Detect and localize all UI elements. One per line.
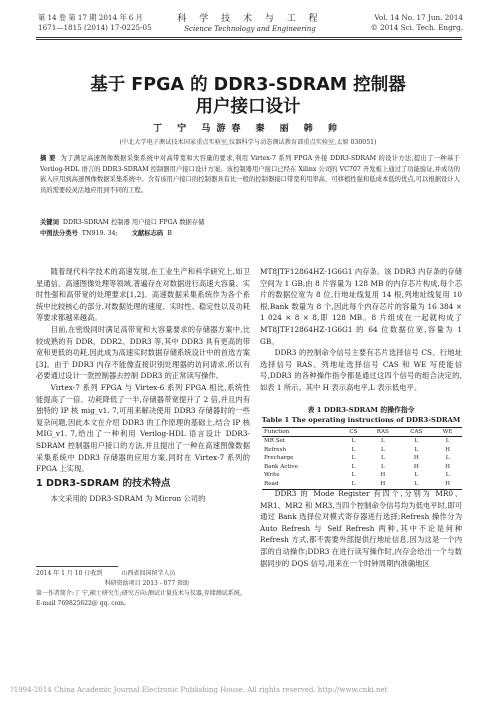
table-cell: L [445, 472, 450, 479]
footnote-divider [36, 566, 118, 567]
table-caption [260, 405, 462, 425]
table-cell: Precharge [264, 455, 294, 462]
table-cell: L [351, 472, 356, 479]
col-header: RAS [366, 428, 399, 437]
table-cell: L [351, 446, 356, 453]
abstract-label: 摘 要 [40, 155, 56, 162]
table-cell: Refresh [264, 446, 287, 453]
table-cell: Write [264, 472, 280, 479]
table-row [262, 446, 462, 455]
table-row [262, 463, 462, 472]
paragraph: MT8JTF12864HZ-1G6G1 内存条。该 DDR3 内存条的存储空间为 1 GB,由 8 片容量为 128 MB 的内存芯片构成,每个芯片的数据位宽为 8 位,行地址线复用 14 根,列地址线复用 10 根,Bank 数量为 8 个,因此每个内存芯片的容量为 16 384 × 1 024 × 8 × 8,即 128 MB。8 片组成在一起就构成了 MT8JTF12864HZ-1G6G1 的 64 位数据位宽,容量为 1 GB。 [260, 267, 462, 346]
paragraph: DDR3 的控制命令信号主要有芯片选择信号 CS、行地址选择信号 RAS、列地址选择信号 CAS 和 WE 写使能信号,DDR3 的各种操作指令都是通过这四个信号的组合决定的,如表 1 所示。其中 H 表示高电平,L 表示低电平。 [260, 348, 462, 392]
table-row [262, 471, 462, 480]
table-cell: L [445, 455, 450, 462]
table-header-row [262, 428, 462, 437]
keywords-label: 关键词 [40, 219, 59, 226]
table-cell: H [366, 480, 399, 489]
issue-line: 第 14 卷 第 17 期 2014 年 6 月 [38, 13, 143, 22]
table-cell: L [414, 446, 419, 453]
table-cell: H [413, 455, 419, 462]
header-divider [36, 37, 462, 38]
classification [40, 229, 460, 239]
col-header: WE [433, 428, 462, 437]
footnote-line: 2014 年 1 月 10 日收到 山西省回国留学人员 [36, 570, 176, 577]
copyright-line: © 2014 Sci. Tech. Engrg. [370, 23, 463, 32]
table-cell: H [445, 446, 451, 453]
title-line-2: 用户接口设计 [195, 97, 301, 117]
table-row [262, 437, 462, 446]
table-cell: L [380, 463, 385, 470]
clc-value: TN919. 34; [81, 230, 118, 237]
affiliation: (中北大学电子测试技术国家重点实验室,仪器科学与动态测试教育部重点实验室,太原 030051) [119, 139, 377, 146]
col-header: CAS [400, 428, 434, 437]
doc-code-value: B [167, 230, 172, 237]
footnote-line: 第一作者简介:丁 宁,硕士研究生;研究方向:测试计量技术与仪器,存储测试系统。E-mail 769825622@ qq. com。 [36, 590, 246, 607]
authors: 丁 宁 马游春 秦 丽 韩 帅 [153, 124, 343, 134]
body-right-continued [260, 488, 462, 569]
clc-label: 中图法分类号 [40, 230, 78, 237]
table-cell: Bank Active [264, 463, 298, 470]
copyright-footer: ?1994-2014 China Academic Journal Electronic Publishing House. All rights reserved. http://www.cnki.net [10, 686, 388, 694]
col-header: Function [262, 428, 341, 437]
table-cell: L [380, 446, 385, 453]
col-header: CS [341, 428, 366, 437]
article-number: 1671—1815 (2014) 17-0225-05 [38, 23, 152, 32]
table-cell: L [380, 438, 385, 444]
table-cell: L [414, 472, 419, 479]
table-cell: H [380, 472, 386, 479]
paragraph: 目前,在密级同时满足高带宽和大容量要求的存储器方案中,比较成熟的有 DDR、DDR2、DDR3 等,其中 DDR3 具有更高的带宽和更低的功耗,因此成为高速实时数据存储系统设计中的首选方案[3]。由于 DDR3 内存不能像直接识别处理器的访问请求,所以有必要通过设计一款控制器去控制 DDR3 的正常读写操作。 [36, 324, 250, 381]
table-cell: H [413, 463, 419, 470]
footnote-line: 科研资助项目 2013 - 077 资助 [36, 580, 190, 587]
body-left-column [36, 266, 250, 504]
keywords [40, 218, 460, 228]
table-cell: MR Set [264, 438, 286, 444]
table-cell: H [445, 463, 451, 470]
table-cell: L [400, 480, 434, 489]
title-line-1: 基于 FPGA 的 DDR3-SDRAM 控制器 [90, 75, 406, 95]
table-cell: L [380, 455, 385, 462]
table-caption-en: Table 1 The operating instructions of DDR3-SDRAM [261, 416, 461, 424]
paragraph: DDR3 的 Mode Register 有四个,分别为 MR0、MR1、MR2 和 MR3,当四个控制命令信号均为低电平时,即可通过 Bank 选择位对模式寄存器进行选择;Refresh 操作分为 Auto Refresh 与 Self Refresh 两种,其中不论是何种 Refresh 方式,都不需要外部提供行地址信息,因为这是一个内部的自动操作;DDR3 在进行读写操作时,内存会给出一个与数据同步的 DQS 信号,用来在一个时钟周期内准确地区 [260, 489, 462, 568]
table-row [262, 454, 462, 463]
table-cell: L [351, 455, 356, 462]
abstract [40, 154, 460, 196]
section-heading: 1 DDR3-SDRAM 的技术特点 [36, 477, 171, 489]
table-cell: L [445, 438, 450, 444]
table-cell: L [341, 480, 366, 489]
table-cell: L [351, 438, 356, 444]
abstract-text: 为了满足高速图像数据采集系统中对高带宽和大容量的要求,利用 Virtex-7 系列 FPGA 外接 DDR3-SDRAM 的设计方法,提出了一种基于 Verilog-HDL 语言的 DDR3-SDRAM 控制器用户接口设计方案。该控制器用户接口已经在 Xilinx 公司的 VC707 开发板上通过了功能验证,并成功的嵌入应用到高速图像数据采集系统中。含有该用户接口的控制器具有比一般的控制器接口带宽利用率高、可移植性强和低成本低的优点,可以根据设计人员的需要较灵活地应用到不同的工程。 [40, 155, 460, 194]
journal-issue-info [38, 13, 152, 33]
volume-line: Vol. 14 No. 17 Jun. 2014 [374, 13, 463, 22]
header-divider-thin [36, 39, 462, 40]
paragraph: 随着现代科学技术的高速发展,在工业生产和科学研究上,如卫星通信、高速图像处理等领域,普遍存在对数据进行高速大容量、实时性强和高带宽的处理要求[1,2]。高速数据采集系统作为各个系统中比较核心的部分,对数据处理的速度、实时性、稳定性以及功耗等要求都越来越高。 [36, 267, 250, 323]
table-cell: L [351, 463, 356, 470]
paragraph: Virtex-7 系列 FPGA 与 Virtex-6 系列 FPGA 相比,系统性能提高了一倍、功耗降低了一半,存储器带宽提升了 2 倍,并且内有独特的 IP 核 mig_v1. 7,可用来解决使用 DDR3 存储器时的一些复杂问题,因此本文在介绍 DDR3 的工作原理的基础上,结合 IP 核 MIG_v1. 7,给出了一种利用 Verilog-HDL 语言设计 DDR3-SDRAM 控制器用户接口的方法,并且提出了一种在高速图像数据采集系统中 DDR3 存储器的应用方案,同时在 Virtex-7 系列的 FPGA 上实现。 [36, 382, 250, 474]
page-title [40, 74, 456, 118]
keywords-items: DDR3-SDRAM 控制器 用户接口 FPGA 数据存储 [62, 219, 205, 226]
volume-info [371, 13, 463, 33]
body-right-column [260, 266, 462, 394]
table-cell: Read [262, 480, 341, 489]
table-caption-cn: 表 1 DDR3-SDRAM 的操作指令 [307, 406, 415, 414]
footnote [36, 569, 250, 609]
journal-name-cn: 科 学 技 术 与 工 程 [177, 14, 323, 24]
paragraph: 本文采用的 DDR3-SDRAM 为 Micron 公司的 [50, 493, 206, 503]
table-cell: L [414, 438, 419, 444]
journal-name-en: Science Technology and Engineering [184, 25, 316, 33]
journal-name [160, 11, 340, 33]
operation-table [262, 427, 462, 490]
table-cell: H [433, 480, 462, 489]
doc-code-label: 文献标志码 [131, 230, 164, 237]
